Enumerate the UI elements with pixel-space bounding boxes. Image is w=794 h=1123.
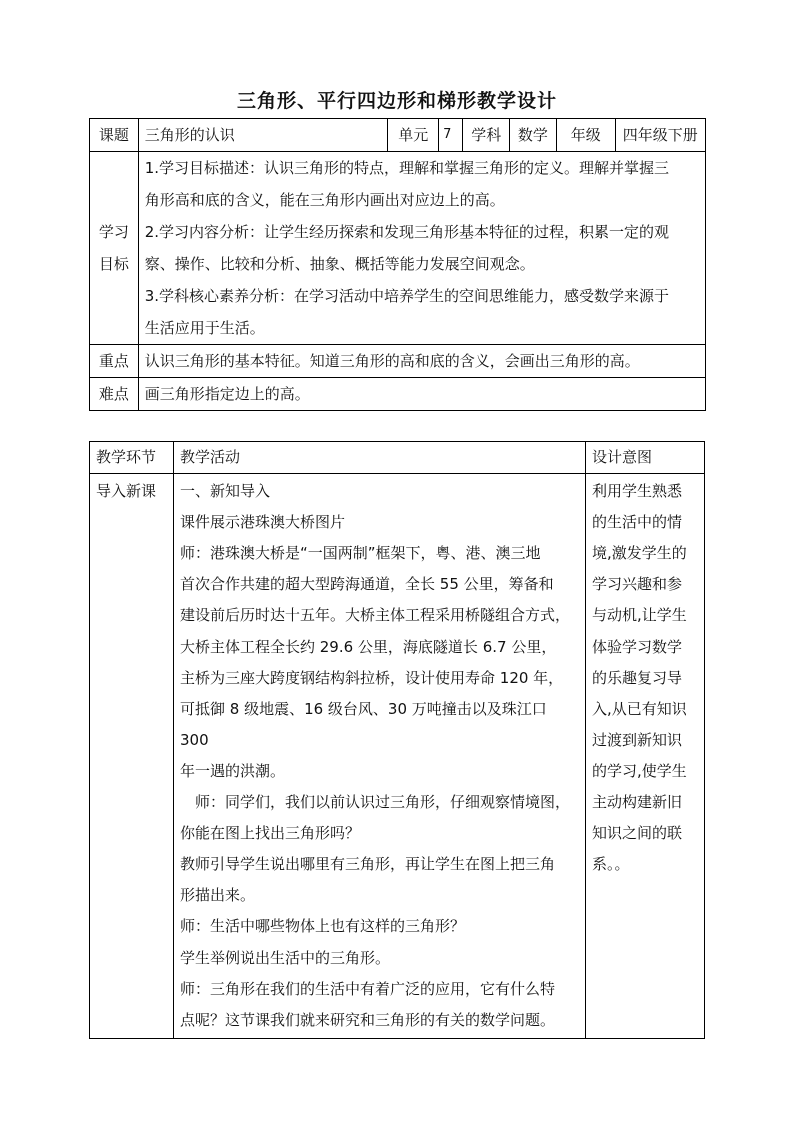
lesson-plan-table	[89, 441, 705, 1039]
activity-line: 师：三角形在我们的生活中有着广泛的应用，它有什么特	[180, 979, 556, 998]
goal-line: 生活应用于生活。	[144, 319, 265, 337]
activity-line: 形描出来。	[180, 886, 256, 905]
activity-line: 学生举例说出生活中的三角形。	[180, 948, 391, 967]
activity-line: 大桥主体工程全长约 29.6 公里，海底隧道长 6.7 公里，	[180, 637, 557, 656]
intent-line: 知识之间的联	[592, 824, 683, 843]
grade-label: 年级	[556, 119, 615, 152]
activity-line: 建设前后历时达十五年。大桥主体工程采用桥隧组合方式，	[180, 606, 571, 625]
activity-line: 你能在图上找出三角形吗？	[180, 824, 361, 843]
activity-line: 可抵御 8 级地震、16 级台风、30 万吨撞击以及珠江口 300	[180, 699, 547, 749]
intent-line: 利用学生熟悉	[592, 482, 683, 501]
intent-line: 的乐趣复习导	[592, 668, 683, 687]
activity-line: 一、新知导入	[180, 482, 271, 501]
intent-line: 学习兴趣和参	[592, 575, 683, 594]
unit-label: 单元	[388, 119, 439, 152]
difficulty-value: 画三角形指定边上的高。	[138, 378, 705, 411]
activity-line: 课件展示港珠澳大桥图片	[180, 513, 346, 532]
course-info-table	[89, 118, 706, 411]
goals-content	[138, 152, 705, 345]
goal-line: 2.学习内容分析：让学生经历探索和发现三角形基本特征的过程，积累一定的观	[144, 223, 670, 241]
intent-line: 过渡到新知识	[592, 730, 683, 749]
goals-label-line-1: 学习	[98, 223, 129, 241]
key-point-value: 认识三角形的基本特征。知道三角形的高和底的含义，会画出三角形的高。	[138, 345, 705, 378]
difficulty-label: 难点	[90, 378, 139, 411]
header-activity: 教学活动	[174, 442, 586, 474]
section-name: 导入新课	[90, 474, 174, 1039]
intent-line: 体验学习数学	[592, 637, 683, 656]
header-intent: 设计意图	[586, 442, 705, 474]
subject-value: 数学	[510, 119, 557, 152]
goal-line: 1.学习目标描述：认识三角形的特点，理解和掌握三角形的定义。理解并掌握三	[144, 159, 670, 177]
intent-line: 主动构建新旧	[592, 793, 683, 812]
activity-line: 年一遇的洪潮。	[180, 761, 286, 780]
intent-line: 的学习,使学生	[592, 761, 687, 780]
grade-value: 四年级下册	[615, 119, 705, 152]
subject-label: 学科	[463, 119, 510, 152]
intent-line: 境,激发学生的	[592, 544, 687, 563]
key-point-label: 重点	[90, 345, 139, 378]
goal-line: 3.学科核心素养分析：在学习活动中培养学生的空间思维能力，感受数学来源于	[144, 287, 670, 305]
activity-line: 师：港珠澳大桥是“一国两制”框架下，粤、港、澳三地	[180, 544, 541, 563]
intent-line: 系。。	[592, 855, 630, 874]
intent-line: 与动机,让学生	[592, 606, 687, 625]
header-stage: 教学环节	[90, 442, 174, 474]
intent-line: 入,从已有知识	[592, 699, 687, 718]
activity-line: 师：同学们，我们以前认识过三角形，仔细观察情境图，	[180, 793, 571, 812]
goal-line: 察、操作、比较和分析、抽象、概括等能力发展空间观念。	[144, 255, 535, 273]
activity-line: 点呢？这节课我们就来研究和三角形的有关的数学问题。	[180, 1010, 556, 1029]
topic-label: 课题	[90, 119, 139, 152]
intent-content	[586, 474, 705, 1039]
topic-value: 三角形的认识	[138, 119, 388, 152]
intent-line: 的生活中的情	[592, 513, 683, 532]
document-title: 三角形、平行四边形和梯形教学设计	[236, 90, 557, 112]
activity-line: 首次合作共建的超大型跨海通道，全长 55 公里，筹备和	[180, 575, 554, 594]
activity-line: 师：生活中哪些物体上也有这样的三角形？	[180, 917, 466, 936]
goals-label	[90, 152, 139, 345]
unit-value: 7	[439, 119, 463, 152]
activity-line: 教师引导学生说出哪里有三角形，再让学生在图上把三角	[180, 855, 556, 874]
activity-line: 主桥为三座大跨度钢结构斜拉桥，设计使用寿命 120 年，	[180, 668, 564, 687]
goal-line: 角形高和底的含义，能在三角形内画出对应边上的高。	[144, 191, 505, 209]
goals-label-line-2: 目标	[98, 255, 129, 273]
activity-content	[174, 474, 586, 1039]
